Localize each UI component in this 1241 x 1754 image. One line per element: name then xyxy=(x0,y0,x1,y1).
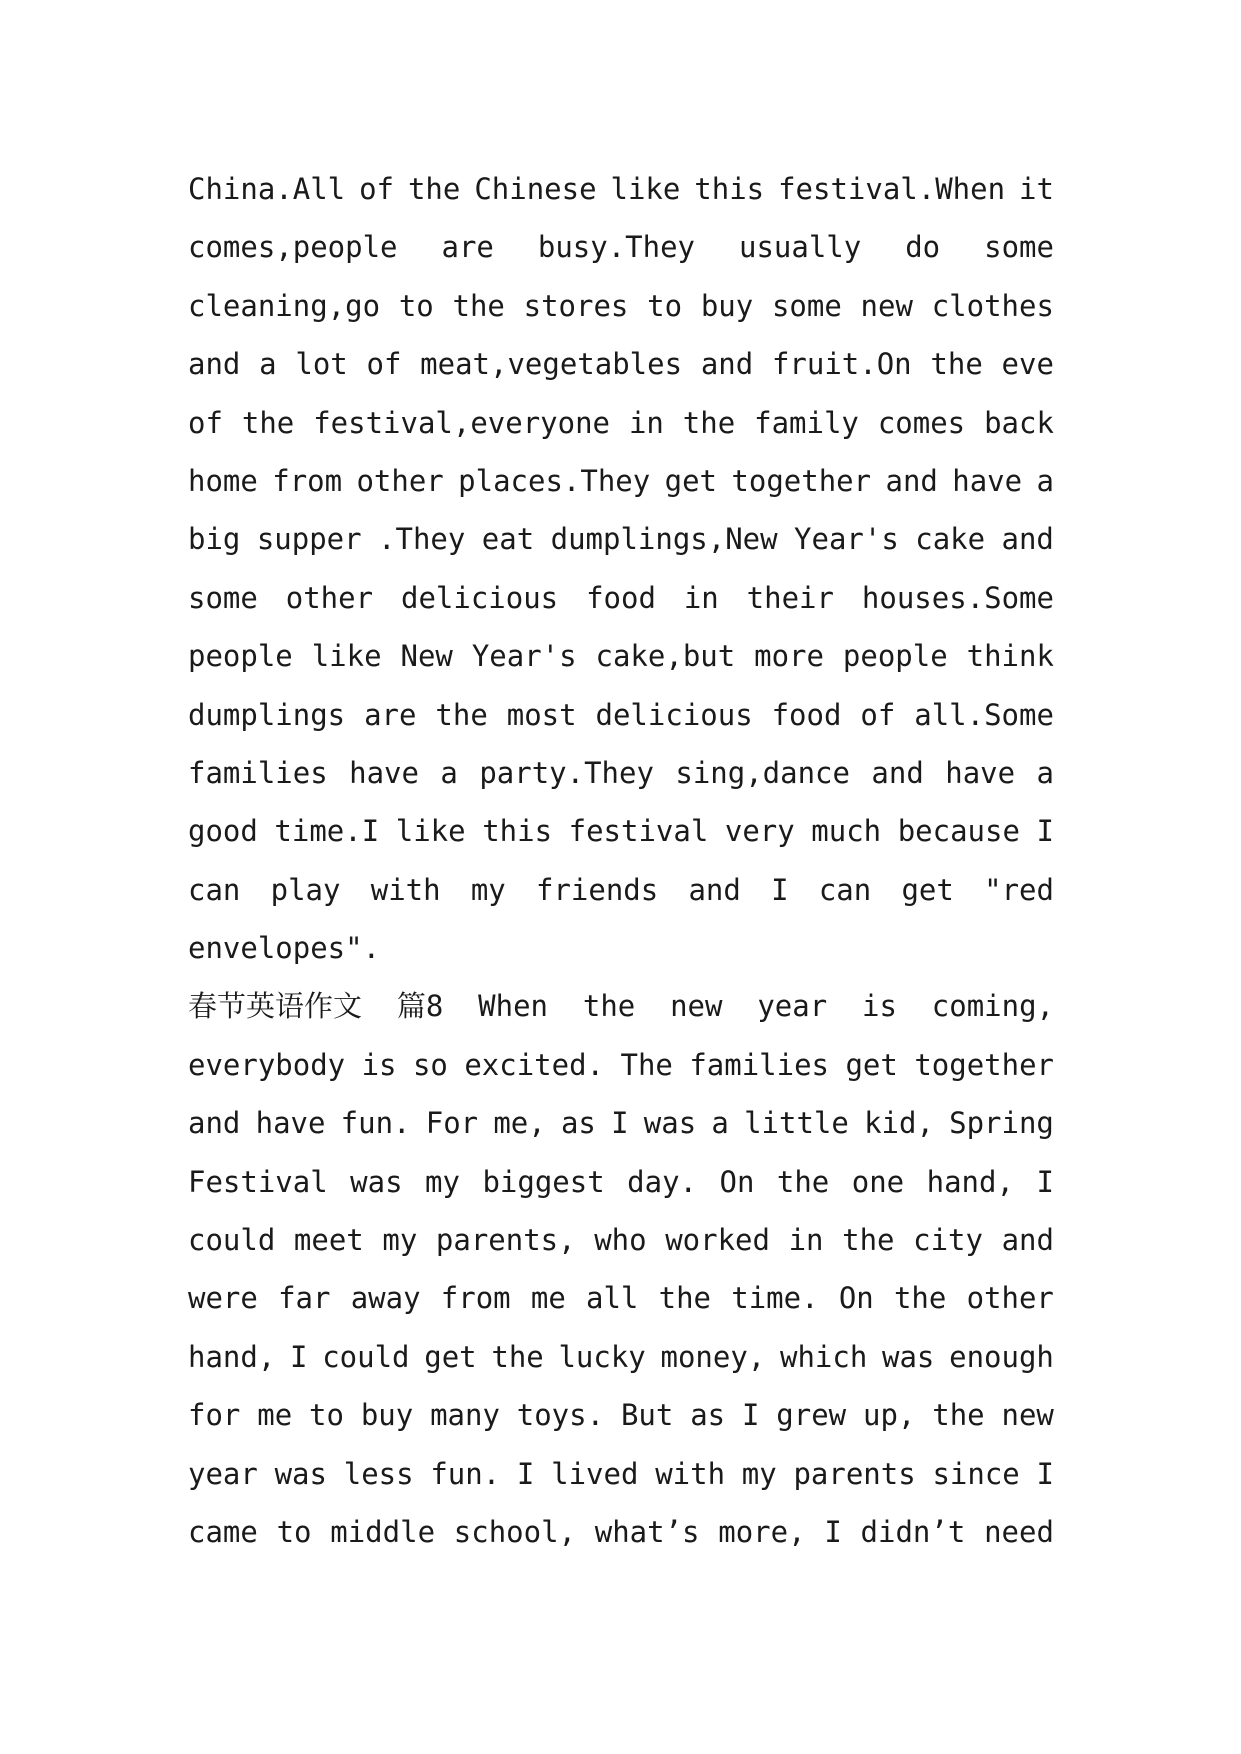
text-line: Festival was my biggest day. On the one hand, I xyxy=(188,1164,1054,1199)
text-line: were far away from me all the time. On the other xyxy=(188,1281,1054,1316)
text-line: good time.I like this festival very much because I xyxy=(188,814,1054,849)
text-line: cleaning,go to the stores to buy some new clothes xyxy=(188,288,1054,323)
text-line: year was less fun. I lived with my parents since I xyxy=(188,1456,1054,1491)
text-line: and have fun. For me, as I was a little kid, Spring xyxy=(188,1106,1054,1141)
text-line: everybody is so excited. The families get together xyxy=(188,1047,1054,1082)
text-line: some other delicious food in their houses.Some xyxy=(188,580,1054,615)
text-line: families have a party.They sing,dance and have a xyxy=(188,755,1054,790)
text-line: of the festival,everyone in the family comes back xyxy=(188,405,1054,440)
text-line: people like New Year's cake,but more people think xyxy=(188,639,1054,674)
text-line: envelopes". xyxy=(188,931,381,966)
text-line: can play with my friends and I can get "red xyxy=(188,872,1054,907)
text-line: dumplings are the most delicious food of all.Some xyxy=(188,697,1054,732)
text-line: China.All of the Chinese like this festival.When it xyxy=(188,172,1054,206)
text-line: for me to buy many toys. But as I grew up, the new xyxy=(188,1398,1054,1433)
text-line: comes,people are busy.They usually do some xyxy=(188,230,1054,265)
text-line: and a lot of meat,vegetables and fruit.On the eve xyxy=(188,347,1054,382)
section-heading-line: 春节英语作文 篇8 When the new year is coming, xyxy=(188,989,1054,1024)
essay-text xyxy=(188,160,1054,1561)
text-line: hand, I could get the lucky money, which was enough xyxy=(188,1339,1054,1374)
text-line: came to middle school, what’s more, I didn’t need xyxy=(188,1514,1054,1549)
text-line: could meet my parents, who worked in the city and xyxy=(188,1223,1054,1258)
text-line: big supper .They eat dumplings,New Year's cake and xyxy=(188,522,1054,557)
text-line: home from other places.They get together and have a xyxy=(188,463,1054,498)
